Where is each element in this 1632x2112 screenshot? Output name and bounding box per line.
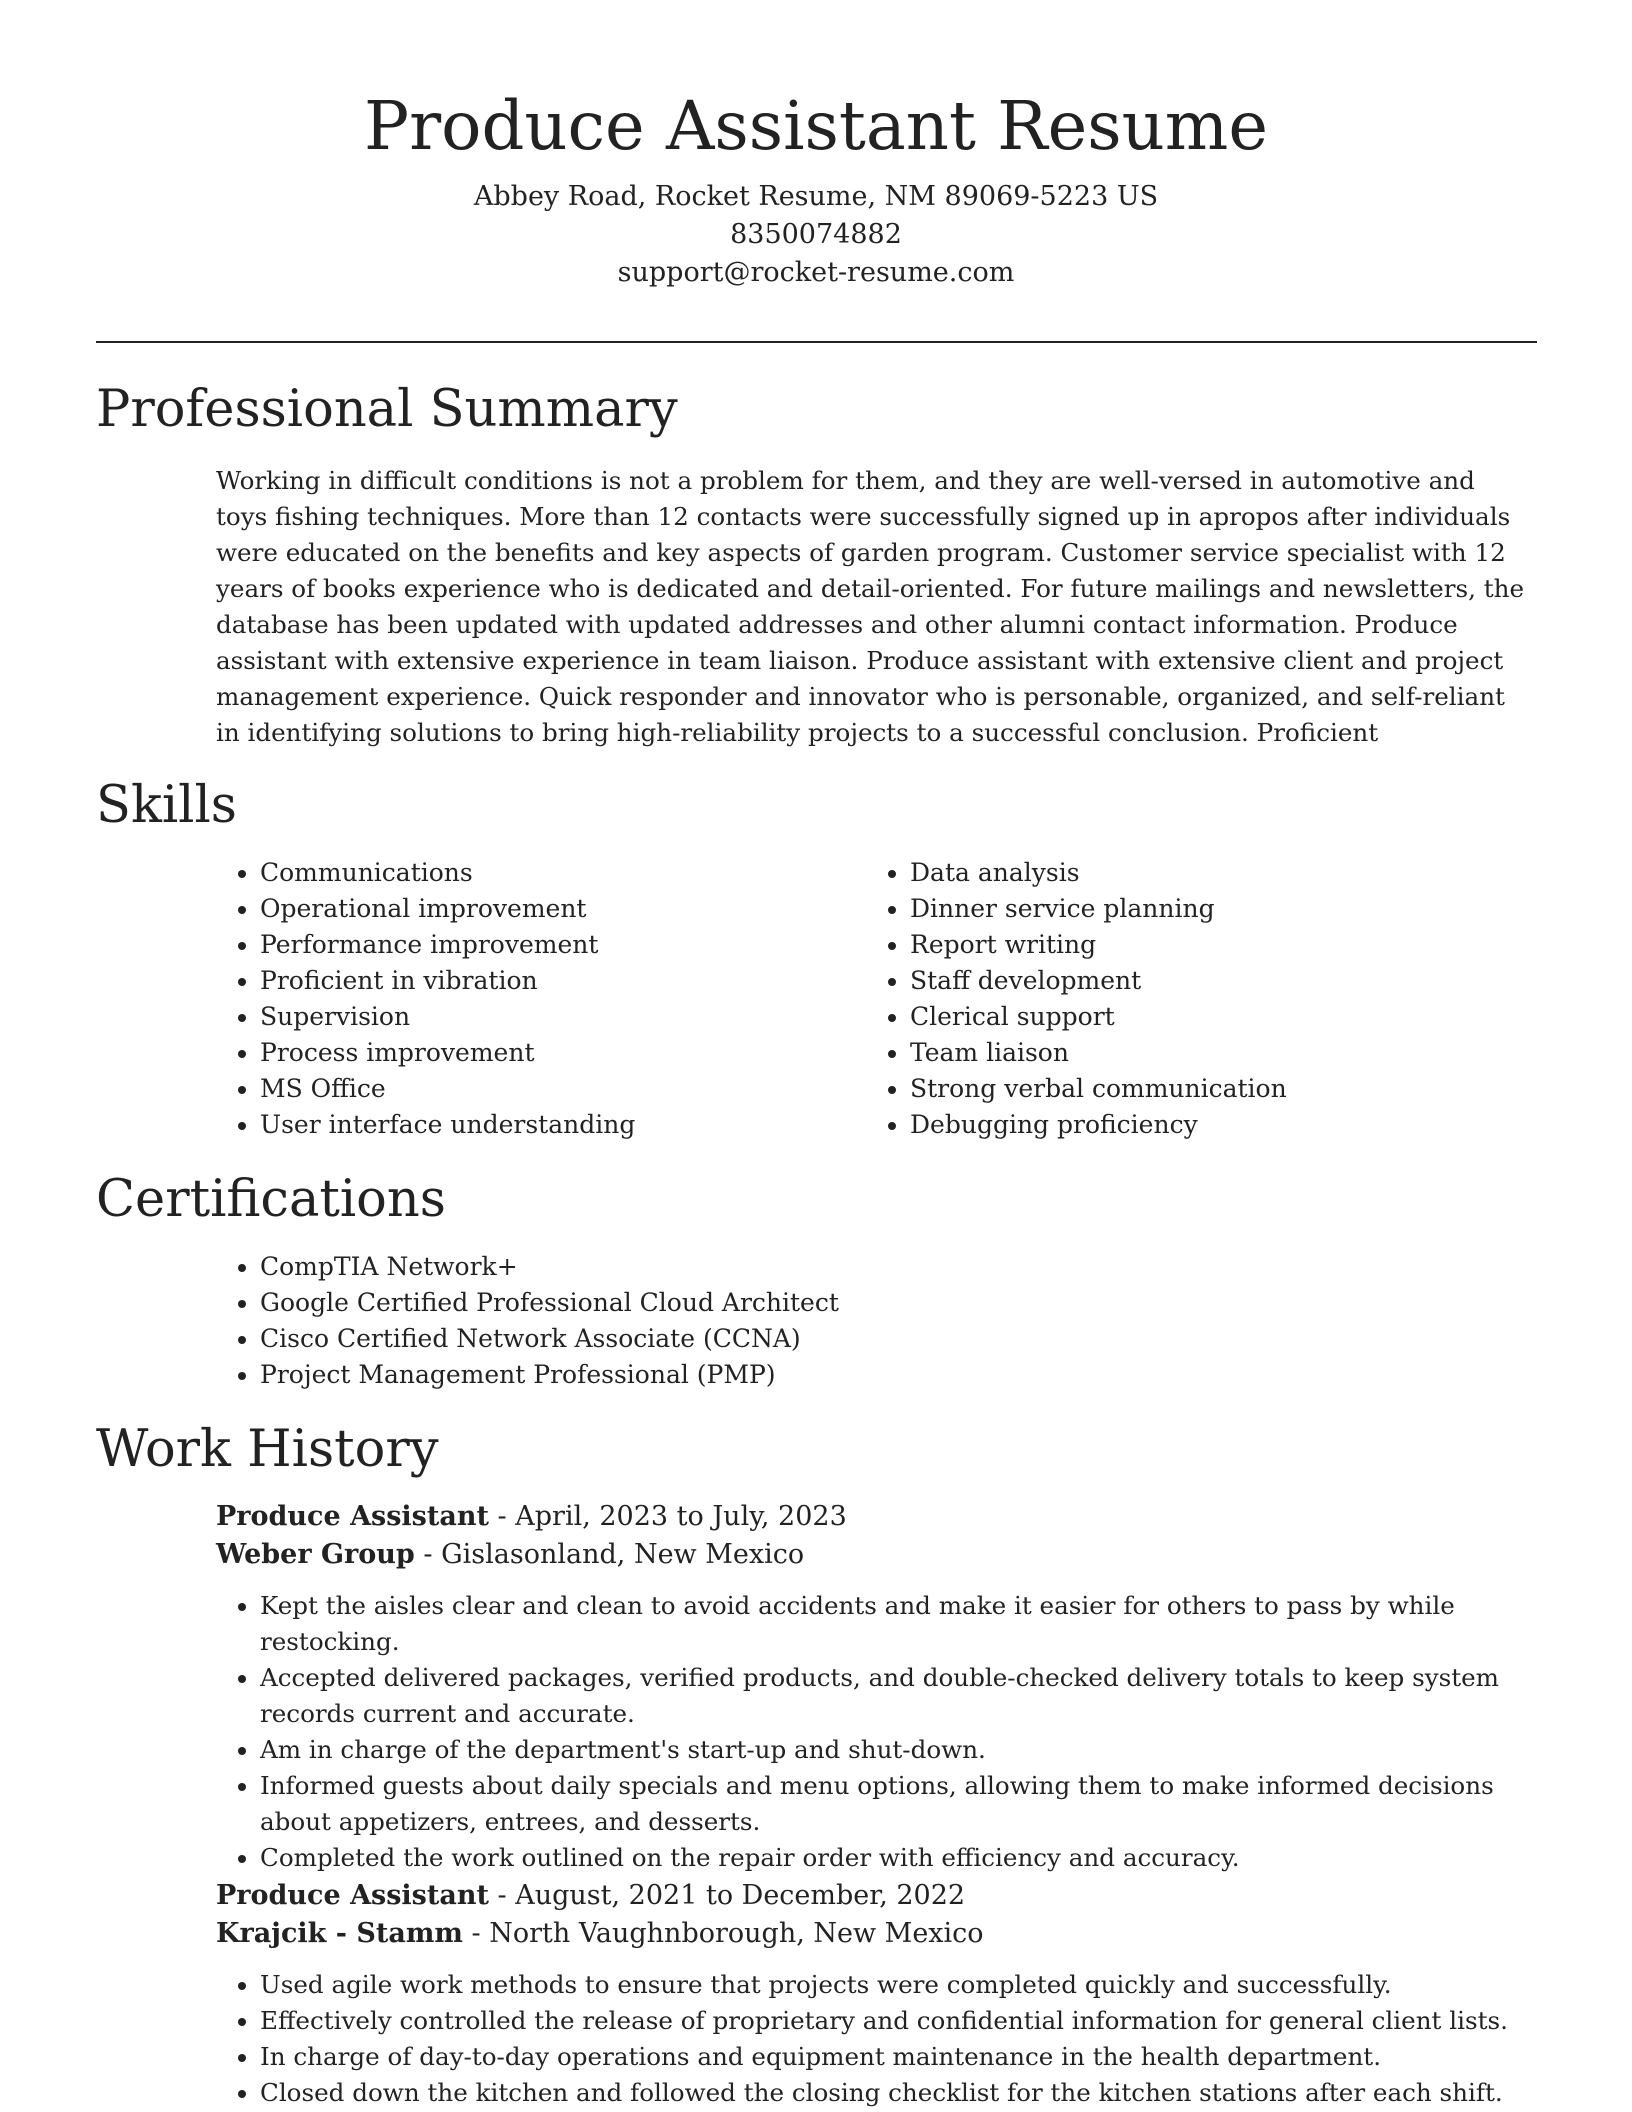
separator: - [414,1539,442,1570]
list-item: • Proficient in vibration [260,963,836,999]
certifications-list [216,1249,1516,1393]
skills-list-left [216,855,836,1143]
list-item: • User interface understanding [260,1107,836,1143]
skills-column-left [216,855,836,1143]
summary-text: Working in difficult conditions is not a problem for them, and they are well-versed in automotive and toys fishing techniques. More than 12 contacts were successfully signed up in apropos after individuals were educated on the benefits and key aspects of garden program. Customer service specialist with 12 years of books experience who is dedicated and detail-oriented. For future mailings and newsletters, the database has been updated with updated addresses and other alumni contact information. Produce assistant with extensive experience in team liaison. Produce assistant with extensive client and project management experience. Quick responder and innovator who is personable, organized, and self-reliant in identifying solutions to bring high-reliability projects to a successful conclusion. Proficient [216,466,1525,747]
list-item: • Clerical support [910,999,1526,1035]
list-item: • Debugging proficiency [910,1107,1526,1143]
contact-address: Abbey Road, Rocket Resume, NM 89069-5223 US [473,181,1159,212]
skills-heading: Skills [96,776,237,835]
list-item: • Google Certified Professional Cloud Architect [260,1285,1516,1321]
list-item: • In charge of day-to-day operations and equipment maintenance in the health department. [260,2039,1538,2075]
contact-email: support@rocket-resume.com [617,257,1015,288]
contact-phone: 8350074882 [730,219,902,250]
certifications-block [216,1249,1516,1393]
header-divider [96,341,1537,343]
job-duties-list [216,1588,1538,1876]
job-title: Produce Assistant [216,1880,489,1911]
job-dates: August, 2021 to December, 2022 [515,1880,966,1911]
resume-header [0,0,1632,292]
separator: - [462,1918,490,1949]
skills-list-right [866,855,1526,1143]
contact-block [0,178,1632,292]
list-item: • Report writing [910,927,1526,963]
job-location: North Vaughnborough, New Mexico [489,1918,984,1949]
list-item: • Closed down the kitchen and followed the closing checklist for the kitchen stations after each shift. [260,2075,1538,2111]
separator: - [488,1501,516,1532]
summary-heading: Professional Summary [96,380,678,439]
job-duties-list [216,1967,1538,2111]
job-company-line [216,1536,1538,1574]
list-item: • Performance improvement [260,927,836,963]
resume-title: Produce Assistant Resume [364,87,1268,165]
list-item: • Effectively controlled the release of proprietary and confidential information for general client lists. [260,2003,1538,2039]
separator: - [488,1880,516,1911]
list-item: • Data analysis [910,855,1526,891]
job-title: Produce Assistant [216,1501,489,1532]
job-dates: April, 2023 to July, 2023 [515,1501,847,1532]
list-item: • MS Office [260,1071,836,1107]
job-company-line [216,1915,1538,1953]
job-company: Krajcik - Stamm [216,1918,463,1949]
list-item: • Process improvement [260,1035,836,1071]
list-item: • Cisco Certified Network Associate (CCNA) [260,1321,1516,1357]
list-item: • Kept the aisles clear and clean to avoid accidents and make it easier for others to pass by while restocking. [260,1588,1538,1660]
list-item: • Dinner service planning [910,891,1526,927]
list-item: • Accepted delivered packages, verified products, and double-checked delivery totals to keep system records current and accurate. [260,1660,1538,1732]
list-item: • CompTIA Network+ [260,1249,1516,1285]
list-item: • Supervision [260,999,836,1035]
work-history-heading: Work History [96,1420,439,1479]
certifications-heading: Certifications [96,1170,446,1229]
list-item: • Am in charge of the department's start-up and shut-down. [260,1732,1538,1768]
list-item: • Informed guests about daily specials and menu options, allowing them to make informed decisions about appetizers, entrees, and desserts. [260,1768,1538,1840]
list-item: • Completed the work outlined on the repair order with efficiency and accuracy. [260,1840,1538,1876]
list-item: • Team liaison [910,1035,1526,1071]
list-item: • Staff development [910,963,1526,999]
skills-column-right [866,855,1526,1143]
list-item: • Used agile work methods to ensure that projects were completed quickly and successfully. [260,1967,1538,2003]
list-item: • Project Management Professional (PMP) [260,1357,1516,1393]
job-entry [216,1498,1538,1876]
list-item: • Strong verbal communication [910,1071,1526,1107]
job-company: Weber Group [216,1539,415,1570]
list-item: • Operational improvement [260,891,836,927]
job-title-line [216,1877,1538,1915]
job-entry [216,1877,1538,2111]
job-location: Gislasonland, New Mexico [441,1539,805,1570]
job-title-line [216,1498,1538,1536]
list-item: • Communications [260,855,836,891]
